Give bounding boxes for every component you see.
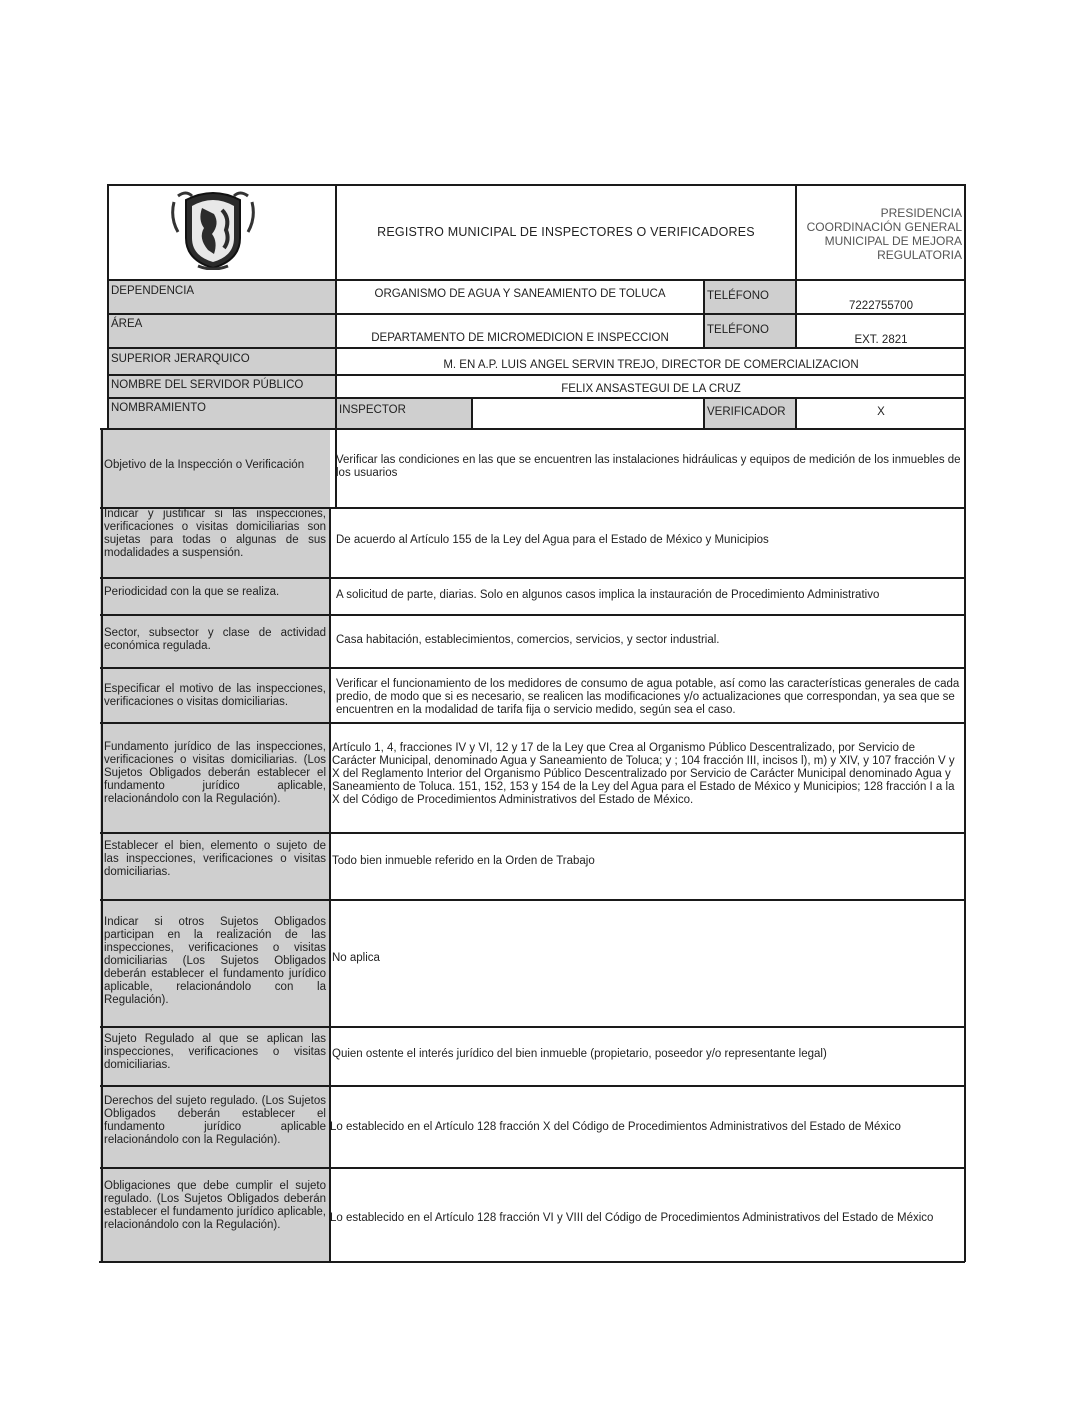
table-border	[100, 1085, 965, 1087]
section-value: Casa habitación, establecimientos, comercios, servicios, y sector industrial.	[336, 634, 720, 646]
section-label: Especificar el motivo de las inspecciones, verificaciones o visitas domiciliarias.	[104, 683, 326, 708]
verificador-value: X	[877, 406, 885, 418]
inspector-value	[472, 405, 704, 421]
inspector-label: INSPECTOR	[339, 404, 406, 416]
table-border	[101, 428, 103, 1262]
table-border	[100, 722, 965, 724]
table-border	[100, 667, 965, 669]
table-border	[100, 1026, 965, 1028]
section-value: Verificar el funcionamiento de los medidores de consumo de agua potable, así como las características generales de cada predio, de modo que si es necesario, se realicen las modificaciones y/o actualizaciones que correspondan, ya sea que se encuentren en la modalidad de tarifa fija o servicio medido, según sea el caso.	[336, 678, 960, 716]
table-border	[335, 184, 337, 507]
extension-value: EXT. 2821	[854, 334, 908, 346]
table-border	[107, 347, 965, 349]
section-value: Artículo 1, 4, fracciones IV y VI, 12 y 17 de la Ley que Crea al Organismo Público Descentralizado, por Servicio de Carácter Municipal, denominado Agua y Saneamiento de Toluca; y ; 104 fracción III, incisos l), m) y XIV, y 107 fracción V y X del Reglamento Interior del Organismo Público Descentralizado por Servicio de Carácter Municipal denominado Agua y Saneamiento de Toluca. 151, 152, 153 y 154 de la Ley del Agua para el Estado de México y Municipios; 128 fracción I a la X del Código de Procedimientos Administrativos del Estado de México.	[332, 742, 955, 806]
area-label: ÁREA	[111, 318, 143, 330]
table-border	[100, 832, 965, 834]
section-value: A solicitud de parte, diarias. Solo en algunos casos implica la instauración de Procedimiento Administrativo	[336, 589, 880, 601]
telefono-label-2: TELÉFONO	[707, 324, 769, 336]
coat-of-arms-logo	[168, 188, 258, 270]
section-value: De acuerdo al Artículo 155 de la Ley del Agua para el Estado de México y Municipios	[336, 534, 769, 546]
office-line: MUNICIPAL DE MEJORA	[824, 234, 962, 248]
table-border	[100, 1167, 965, 1169]
section-label: Sujeto Regulado al que se aplican las inspecciones, verificaciones o visitas domiciliarias.	[104, 1033, 326, 1071]
table-border	[703, 279, 705, 348]
section-label: Fundamento jurídico de las inspecciones, verificaciones o visitas domiciliarias. (Los Sujetos Obligados deberán establecer el fundamento jurídico aplicable, relacionándolo con la Regulación).	[104, 741, 326, 805]
section-value: Lo establecido en el Artículo 128 fracción VI y VIII del Código de Procedimientos Administrativos del Estado de México	[330, 1212, 934, 1224]
table-border	[100, 507, 965, 509]
section-label: Indicar si otros Sujetos Obligados participan en la realización de las inspecciones, verificaciones o visitas domiciliarias (Los Sujetos Obligados deberán establecer el fundamento jurídico aplicable, relacionándolo con la Regulación).	[104, 916, 326, 1006]
table-border	[107, 397, 965, 399]
table-border	[329, 507, 331, 1262]
table-border	[703, 397, 705, 429]
office-line: COORDINACIÓN GENERAL	[806, 220, 962, 234]
table-border	[100, 577, 965, 579]
section-label: Establecer el bien, elemento o sujeto de las inspecciones, verificaciones o visitas domiciliarias.	[104, 840, 326, 878]
section-value: Lo establecido en el Artículo 128 fracción X del Código de Procedimientos Administrativos del Estado de México	[330, 1121, 901, 1133]
table-border	[471, 397, 473, 429]
table-border	[107, 374, 965, 376]
superior-value: M. EN A.P. LUIS ÁNGEL SERVÍN TREJO, DIRECTOR DE COMERCIALIZACIÓN	[443, 359, 859, 371]
table-border	[795, 397, 797, 429]
telefono-label: TELÉFONO	[707, 290, 769, 302]
table-border	[107, 184, 965, 186]
document-title: REGISTRO MUNICIPAL DE INSPECTORES O VERIFICADORES	[377, 226, 755, 239]
table-border	[100, 899, 965, 901]
table-border	[964, 184, 966, 1262]
office-line: PRESIDENCIA	[880, 206, 962, 220]
table-border	[107, 184, 109, 429]
table-border	[107, 313, 965, 315]
verificador-label: VERIFICADOR	[707, 406, 786, 418]
section-label: Objetivo de la Inspección o Verificación	[104, 459, 305, 471]
table-border	[795, 184, 797, 348]
section-value: Todo bien inmueble referido en la Orden de Trabajo	[332, 855, 595, 867]
dependencia-value: ORGANISMO DE AGUA Y SANEAMIENTO DE TOLUCA	[374, 288, 666, 300]
section-value: Quien ostente el interés jurídico del bien inmueble (propietario, poseedor y/o representante legal)	[332, 1048, 827, 1060]
table-border	[100, 614, 965, 616]
servidor-label: NOMBRE DEL SERVIDOR PÚBLICO	[111, 379, 304, 391]
nombramiento-label: NOMBRAMIENTO	[111, 402, 206, 414]
section-label: Periodicidad con la que se realiza.	[104, 586, 280, 598]
superior-label: SUPERIOR JERARQUICO	[111, 353, 250, 365]
section-label: Indicar y justificar si las inspecciones, verificaciones o visitas domiciliarias son sujetas para todas o algunas de sus modalidades a suspensión.	[104, 508, 326, 559]
section-value: Verificar las condiciones en las que se encuentren las instalaciones hidráulicas y equipos de medición de los inmuebles de los usuarios	[336, 454, 961, 479]
section-label: Sector, subsector y clase de actividad económica regulada.	[104, 627, 326, 652]
office-line: REGULATORIA	[877, 248, 962, 262]
table-border	[100, 428, 965, 430]
office-name	[796, 206, 966, 266]
telefono-value: 7222755700	[849, 300, 913, 312]
area-value: DEPARTAMENTO DE MICROMEDICIÓN E INSPECCIÓN	[371, 332, 669, 344]
servidor-value: FÉLIX ANSÁSTEGUI DE LA CRUZ	[561, 383, 741, 395]
section-label: Derechos del sujeto regulado. (Los Sujetos Obligados deberán establecer el fundamento jurídico aplicable relacionándolo con la Regulación).	[104, 1095, 326, 1146]
table-border	[99, 1261, 965, 1263]
table-border	[107, 279, 965, 281]
section-label: Obligaciones que debe cumplir el sujeto regulado. (Los Sujetos Obligados deberán establecer el fundamento jurídico aplicable, relacionándolo con la Regulación).	[104, 1180, 326, 1231]
dependencia-label: DEPENDENCIA	[111, 285, 195, 297]
section-value: No aplica	[332, 952, 380, 964]
